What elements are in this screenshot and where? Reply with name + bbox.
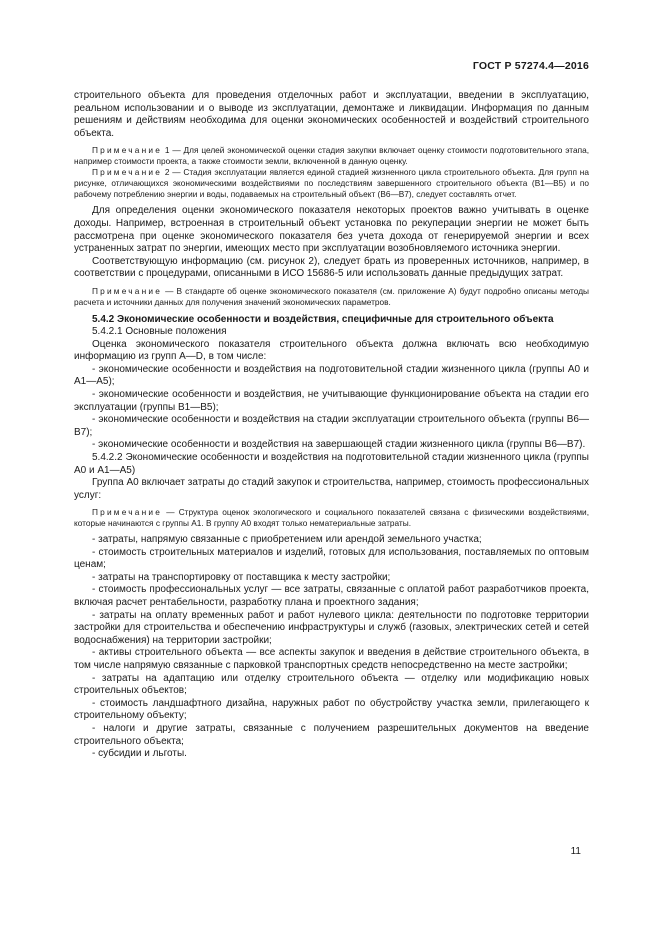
document-header: ГОСТ Р 57274.4—2016: [472, 60, 589, 72]
list-item: - стоимость ландшафтного дизайна, наружных работ по обустройству участка земли, прилегающего к строительному объекту;: [74, 697, 589, 722]
paragraph: Соответствующую информацию (см. рисунок 2), следует брать из проверенных источников, например, в соответствии с процедурами, описанными в ИСО 15686-5 или использовать данные предыдущих затрат.: [74, 255, 589, 280]
list-item: - затраты на оплату временных работ и работ нулевого цикла: деятельности по подготовке территории застройки для строительства и обеспечению инфраструктуры и служб (газовых, электрических сетей и сетей водоснабжения) на территории застройки;: [74, 609, 589, 646]
note-text: 2 — Стадия эксплуатации является единой стадией жизненного цикла строительного объекта. Для групп на рисунке, отличающихся экономическими воздействиями по последствиям завершенного строительного объекта (B1—B5) и по рабочему потреблению энергии и воды, подаваемых на строительный объект (B6—B7), следует составлять отчет.: [74, 166, 589, 199]
list-item: - активы строительного объекта — все аспекты закупок и введения в действие строительного объекта, в том числе напрямую связанные с парковкой транспортных средств непосредственно на месте застройки;: [74, 647, 589, 671]
page-number: 11: [570, 846, 581, 857]
note-text: — Структура оценок экологического и социального показателей связана с физическими воздействиями, которые начинаются с группы A1. В группу A0 входят только нематериальные затраты.: [74, 507, 589, 529]
paragraph: строительного объекта для проведения отделочных работ и эксплуатации, введении в эксплуатацию, реальном использовании и о выводе из эксплуатации, демонтаже и ликвидации. Информация по данным решениям и действиям необходима для оценки экономических особенностей и воздействий строительного объекта.: [74, 90, 589, 139]
list-item: - экономические особенности и воздействия на завершающей стадии жизненного цикла (группы B6—B7).: [92, 439, 586, 451]
note-label: Примечание: [92, 507, 163, 518]
list-item: - затраты на адаптацию или отделку строительного объекта — отделку или модификацию новых строительных объектов;: [74, 672, 589, 697]
note-text: — В стандарте об оценке экономического показателя (см. приложение А) будут подробно описаны методы расчета и источники данных для получения значений экономических параметров.: [74, 285, 589, 307]
list-item: - налоги и другие затраты, связанные с получением разрешительных документов на введение строительного объекта;: [74, 722, 589, 747]
note-label: Примечание: [92, 285, 163, 296]
paragraph: Группа A0 включает затраты до стадий закупок и строительства, например, стоимость профессиональных услуг:: [74, 477, 589, 501]
page-body: [74, 90, 589, 761]
note-4: [74, 507, 589, 529]
paragraph: Для определения оценки экономического показателя некоторых проектов важно учитывать в оценке доходы. Например, встроенная в строительный объект установка по рекуперации энергии не может быть рассмотрена при оценке экономического показателя без учета дохода от генерируемой энергии и всех устраненных затрат по энергии, имеющих место при эксплуатации возобновляемого источника энергии.: [74, 205, 589, 255]
note-text: 1 — Для целей экономической оценки стадия закупки включает оценку стоимости подготовительного этапа, например стоимости проекта, а также стоимости земли, включенной в данную оценку.: [74, 145, 589, 167]
list-item: - затраты на транспортировку от поставщика к месту застройки;: [92, 571, 391, 583]
note-label: Примечание: [92, 145, 163, 156]
note-label: Примечание: [92, 166, 163, 177]
list-item: - затраты, напрямую связанные с приобретением или арендой земельного участка;: [92, 534, 482, 546]
subsection-title: 5.4.2.2 Экономические особенности и воздействия на подготовительной стадии жизненного цикла (группы A0 и A1—A5): [74, 452, 589, 476]
subsection-title: 5.4.2.1 Основные положения: [92, 326, 227, 338]
list-item: - экономические особенности и воздействия на подготовительной стадии жизненного цикла (группы A0 и A1—A5);: [74, 363, 589, 388]
list-item: - экономические особенности и воздействия, не учитывающие функционирование объекта на стадии его эксплуатации (группы B1—B5);: [74, 389, 589, 413]
list-item: - стоимость профессиональных услуг — все затраты, связанные с оплатой работ разработчиков проекта, включая расчет рентабельности, разработку плана и проектного задания;: [74, 584, 589, 608]
paragraph: Оценка экономического показателя строительного объекта должна включать всю необходимую информацию из групп A—D, в том числе:: [74, 338, 589, 363]
list-item: - субсидии и льготы.: [92, 748, 187, 760]
section-heading: 5.4.2 Экономические особенности и воздействия, специфичные для строительного объекта: [92, 313, 554, 325]
note-1: [74, 145, 589, 167]
list-item: - экономические особенности и воздействия на стадии эксплуатации строительного объекта (группы B6—B7);: [74, 414, 589, 438]
note-3: [74, 286, 589, 308]
list-item: - стоимость строительных материалов и изделий, готовых для использования, поставляемых по оптовым ценам;: [74, 546, 589, 571]
note-2: [74, 167, 589, 199]
